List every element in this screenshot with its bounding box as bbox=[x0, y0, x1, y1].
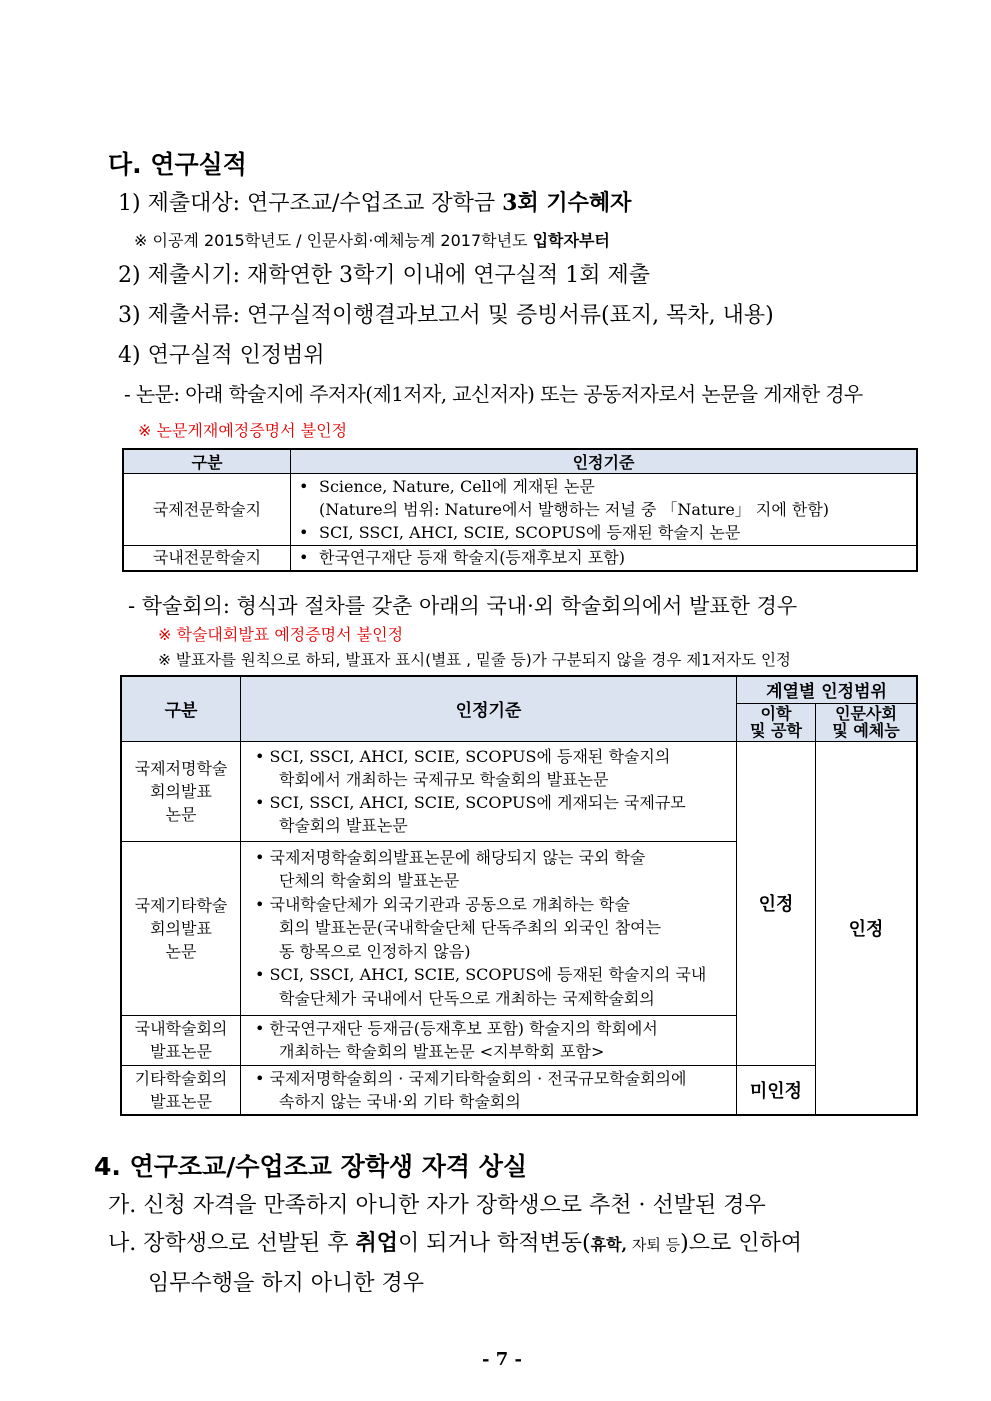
category-line: 기타학술회의 bbox=[134, 1068, 228, 1088]
criteria-line: • SCI, SSCI, AHCI, SCIE, SCOPUS에 게재되는 국제규모 bbox=[255, 793, 686, 812]
conf-table-header-criteria: 인정기준 bbox=[241, 676, 737, 741]
item-submission-period: 2) 제출시기: 재학연한 3학기 이내에 연구실적 1회 제출 bbox=[118, 263, 650, 288]
criteria-line: 단체의 학술회의 발표논문 bbox=[279, 871, 460, 891]
item-na bbox=[108, 1226, 802, 1257]
criteria-line: • 국제저명학술회의 · 국제기타학술회의 · 전국규모학술회의에 bbox=[255, 1068, 687, 1088]
item1-text: 1) 제출대상: 연구조교/수업조교 장학금 bbox=[118, 191, 503, 216]
journal-criteria-international bbox=[291, 474, 918, 546]
item-na-continued: 임무수행을 하지 아니한 경우 bbox=[148, 1271, 425, 1296]
conf-category-domestic bbox=[121, 1015, 241, 1065]
na-text: 나. 장학생으로 선발된 후 bbox=[108, 1231, 356, 1256]
item-ga: 가. 신청 자격을 만족하지 아니한 자가 장학생으로 추천 · 선발된 경우 bbox=[108, 1193, 766, 1218]
category-line: 발표논문 bbox=[150, 1042, 212, 1061]
item1-bold: 3회 기수혜자 bbox=[502, 190, 632, 216]
category-line: 논문 bbox=[165, 941, 197, 961]
conf-table-header-humanities bbox=[816, 703, 918, 741]
category-line: 국제저명학술 bbox=[134, 758, 228, 778]
conf-category-other bbox=[121, 1065, 241, 1115]
na-text: )으로 인하여 bbox=[680, 1231, 802, 1256]
criteria-line: 속하지 않는 국내·외 기타 학술회의 bbox=[279, 1091, 521, 1111]
na-small-bold: 휴학, bbox=[590, 1235, 628, 1254]
humanities-recognized: 인정 bbox=[816, 741, 918, 1115]
paper-note: ※ 논문게재예정증명서 불인정 bbox=[138, 421, 348, 440]
section-title-research: 다. 연구실적 bbox=[108, 150, 247, 179]
conf-criteria-intl-other bbox=[241, 841, 737, 1015]
conf-category-intl-other bbox=[121, 841, 241, 1015]
journal-table-header-category: 구분 bbox=[123, 449, 291, 474]
conf-criteria-other bbox=[241, 1065, 737, 1115]
science-recognized: 인정 bbox=[737, 741, 816, 1065]
conference-note: ※ 발표자를 원칙으로 하되, 발표자 표시(별표 , 밑줄 등)가 구분되지 않을 경우 제1저자도 인정 bbox=[158, 651, 791, 669]
criteria-item: • 한국연구재단 등재 학술지(등재후보지 포함) bbox=[319, 546, 912, 569]
criteria-line: • 한국연구재단 등재금(등재후보 포함) 학술지의 학회에서 bbox=[255, 1019, 658, 1038]
criteria-subnote: (Nature의 범위: Nature에서 발행하는 저널 중 「Nature」 지에 한함) bbox=[319, 500, 830, 519]
journal-category-domestic: 국내전문학술지 bbox=[123, 546, 291, 571]
header-line: 및 공학 bbox=[750, 721, 802, 740]
section-title-disqualification: 4. 연구조교/수업조교 장학생 자격 상실 bbox=[94, 1152, 528, 1181]
journal-criteria-domestic bbox=[291, 546, 918, 571]
criteria-line: 회의 발표논문(국내학술단체 단독주최의 외국인 참여는 bbox=[279, 918, 662, 938]
science-not-recognized: 미인정 bbox=[737, 1065, 816, 1115]
conf-category-intl-prestigious bbox=[121, 741, 241, 841]
conf-table-header-science bbox=[737, 703, 816, 741]
criteria-line: 학술회의 발표논문 bbox=[279, 816, 408, 835]
category-line: 국제기타학술 bbox=[134, 895, 228, 915]
header-line: 이학 bbox=[760, 704, 792, 723]
header-line: 및 예체능 bbox=[832, 721, 900, 740]
na-bold: 취업 bbox=[355, 1230, 399, 1256]
conf-table-header-category: 구분 bbox=[121, 676, 241, 741]
category-line: 회의발표 bbox=[150, 918, 212, 938]
header-line: 인문사회 bbox=[835, 704, 897, 723]
note-admission bbox=[134, 228, 610, 251]
paper-condition: - 논문: 아래 학술지에 주저자(제1저자, 교신저자) 또는 공동저자로서 논문을 게재한 경우 bbox=[124, 382, 863, 406]
criteria-line: • 국내학술단체가 외국기관과 공동으로 개최하는 학술 bbox=[255, 894, 630, 914]
criteria-item: • SCI, SSCI, AHCI, SCIE, SCOPUS에 등재된 학술지 논문 bbox=[319, 521, 912, 544]
note1-bold: 입학자부터 bbox=[532, 231, 610, 250]
item-submission-documents: 3) 제출서류: 연구실적이행결과보고서 및 증빙서류(표지, 목차, 내용) bbox=[118, 303, 774, 328]
conf-criteria-intl-prestigious bbox=[241, 741, 737, 841]
item-submission-target bbox=[118, 186, 631, 217]
conf-table-header-scope: 계열별 인정범위 bbox=[737, 676, 918, 703]
na-small: 자퇴 등 bbox=[627, 1236, 681, 1254]
conference-condition: - 학술회의: 형식과 절차를 갖춘 아래의 국내·외 학술회의에서 발표한 경우 bbox=[128, 594, 798, 618]
conference-note-red: ※ 학술대회발표 예정증명서 불인정 bbox=[158, 625, 404, 644]
criteria-line: 학술단체가 국내에서 단독으로 개최하는 국제학술회의 bbox=[279, 988, 655, 1008]
conference-table bbox=[120, 675, 918, 1116]
journal-table bbox=[122, 448, 918, 572]
criteria-item: • Science, Nature, Cell에 게재된 논문 bbox=[319, 475, 912, 498]
category-line: 발표논문 bbox=[150, 1091, 212, 1111]
journal-table-header-criteria: 인정기준 bbox=[291, 449, 918, 474]
category-line: 회의발표 bbox=[150, 781, 212, 801]
journal-category-international: 국제전문학술지 bbox=[123, 474, 291, 546]
na-text: 이 되거나 학적변동( bbox=[398, 1231, 591, 1256]
criteria-line: 학회에서 개최하는 국제규모 학술회의 발표논문 bbox=[279, 770, 609, 789]
criteria-line: 개최하는 학술회의 발표논문 <지부학회 포함> bbox=[279, 1042, 605, 1061]
criteria-line: • SCI, SSCI, AHCI, SCIE, SCOPUS에 등재된 학술지의 bbox=[255, 747, 671, 766]
note1-text: ※ 이공계 2015학년도 / 인문사회·예체능계 2017학년도 bbox=[134, 231, 533, 250]
category-line: 논문 bbox=[165, 804, 197, 824]
criteria-line: 동 항목으로 인정하지 않음) bbox=[279, 941, 471, 961]
criteria-line: • 국제저명학술회의발표논문에 해당되지 않는 국외 학술 bbox=[255, 847, 646, 867]
conf-criteria-domestic bbox=[241, 1015, 737, 1065]
criteria-line: • SCI, SSCI, AHCI, SCIE, SCOPUS에 등재된 학술지의 국내 bbox=[255, 965, 707, 985]
item-recognition-scope: 4) 연구실적 인정범위 bbox=[118, 343, 325, 368]
page-number: - 7 - bbox=[482, 1349, 522, 1370]
category-line: 국내학술회의 bbox=[134, 1019, 228, 1038]
